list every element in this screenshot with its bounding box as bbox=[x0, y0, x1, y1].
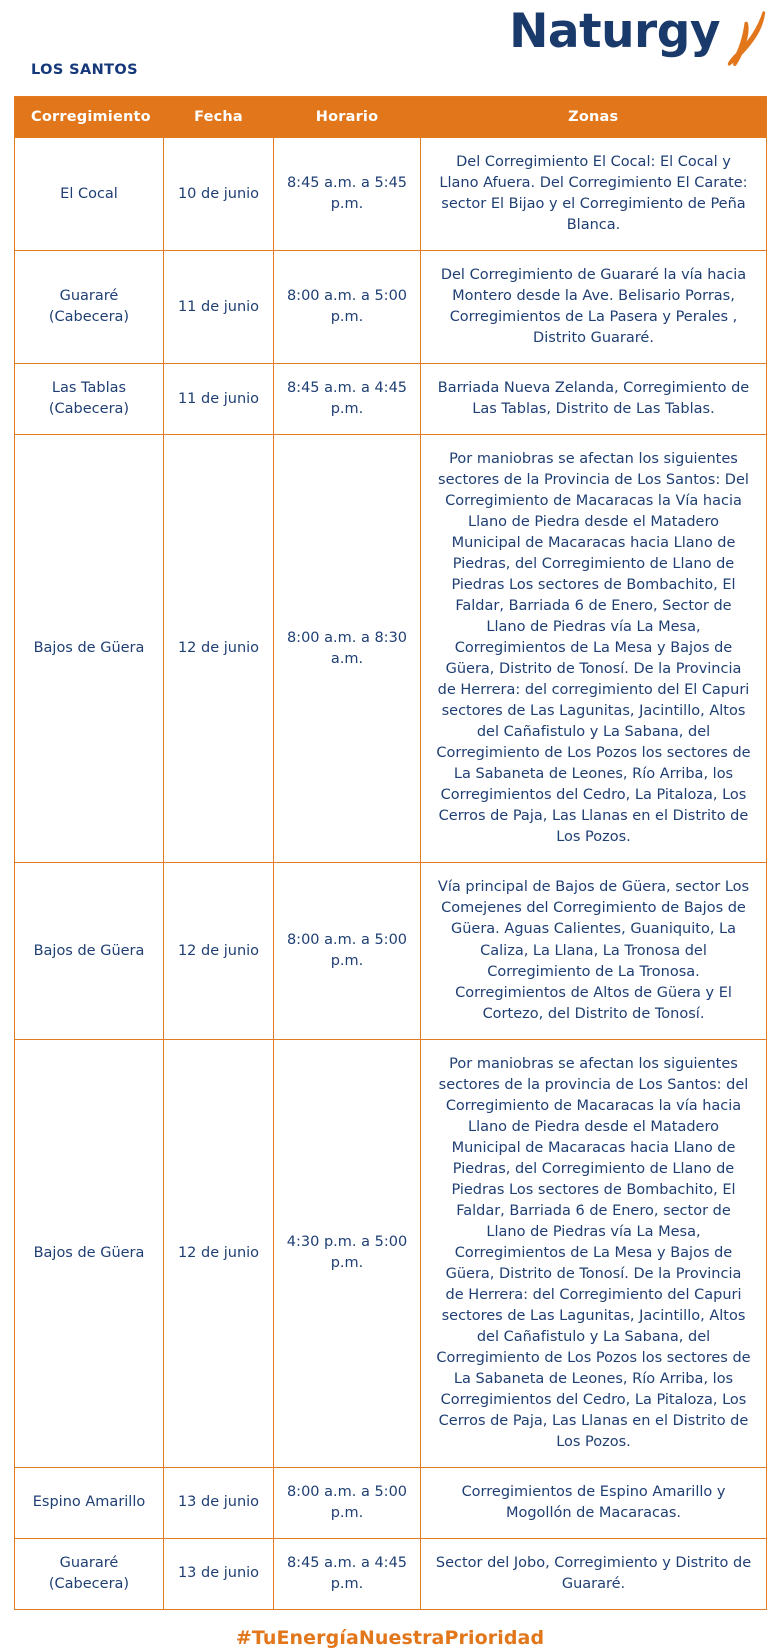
cell-horario: 4:30 p.m. a 5:00 p.m. bbox=[274, 1039, 421, 1467]
cell-corregimiento: Bajos de Güera bbox=[15, 435, 164, 863]
table-row bbox=[15, 1538, 767, 1609]
table-row bbox=[15, 863, 767, 1039]
cell-fecha: 13 de junio bbox=[164, 1467, 274, 1538]
cell-zonas: Del Corregimiento de Guararé la vía hacia Montero desde la Ave. Belisario Porras, Corregimientos de La Pasera y Perales , Distrito Guararé. bbox=[421, 251, 767, 364]
region-title: LOS SANTOS bbox=[31, 62, 139, 78]
cell-horario: 8:45 a.m. a 5:45 p.m. bbox=[274, 138, 421, 251]
cell-zonas: Barriada Nueva Zelanda, Corregimiento de Las Tablas, Distrito de Las Tablas. bbox=[421, 364, 767, 435]
page-header bbox=[14, 0, 766, 96]
naturgy-logo bbox=[509, 4, 766, 68]
cell-corregimiento: Espino Amarillo bbox=[15, 1467, 164, 1538]
page-footer bbox=[14, 1610, 766, 1649]
cell-fecha: 13 de junio bbox=[164, 1538, 274, 1609]
cell-zonas: Corregimientos de Espino Amarillo y Mogollón de Macaracas. bbox=[421, 1467, 767, 1538]
cell-horario: 8:00 a.m. a 5:00 p.m. bbox=[274, 251, 421, 364]
column-header-zonas: Zonas bbox=[421, 97, 767, 138]
table-row bbox=[15, 251, 767, 364]
cell-zonas: Sector del Jobo, Corregimiento y Distrito de Guararé. bbox=[421, 1538, 767, 1609]
outage-schedule-table bbox=[14, 96, 767, 1610]
cell-zonas: Del Corregimiento El Cocal: El Cocal y Llano Afuera. Del Corregimiento El Carate: sector El Bijao y el Corregimiento de Peña Blanca. bbox=[421, 138, 767, 251]
table-header-row bbox=[15, 97, 767, 138]
cell-corregimiento: Bajos de Güera bbox=[15, 1039, 164, 1467]
table-row bbox=[15, 138, 767, 251]
brand-wordmark: Naturgy bbox=[509, 4, 720, 59]
cell-zonas: Vía principal de Bajos de Güera, sector Los Comejenes del Corregimiento de Bajos de Güera. Aguas Calientes, Guaniquito, La Caliza, La Llana, La Tronosa del Corregimiento de La Tronosa. Corregimientos de Altos de Güera y El Cortezo, del Distrito de Tonosí. bbox=[421, 863, 767, 1039]
cell-horario: 8:45 a.m. a 4:45 p.m. bbox=[274, 364, 421, 435]
table-row bbox=[15, 435, 767, 863]
table-row bbox=[15, 364, 767, 435]
cell-horario: 8:00 a.m. a 8:30 a.m. bbox=[274, 435, 421, 863]
cell-corregimiento: Guararé (Cabecera) bbox=[15, 251, 164, 364]
cell-fecha: 12 de junio bbox=[164, 863, 274, 1039]
cell-fecha: 11 de junio bbox=[164, 364, 274, 435]
cell-zonas: Por maniobras se afectan los siguientes sectores de la provincia de Los Santos: del Corregimiento de Macaracas la vía hacia Llano de Piedra desde el Matadero Municipal de Macaracas hacia Llano de Piedras, del Corregimiento de Llano de Piedras Los sectores de Bombachito, El Faldar, Barriada 6 de Enero, sector de Llano de Piedras vía La Mesa, Corregimientos de La Mesa y Bajos de Güera, Distrito de Tonosí. De la Provincia de Herrera: del Corregimiento del Capuri sectores de Las Lagunitas, Jacintillo, Altos del Cañafistulo y La Sabana, del Corregimiento de Los Pozos los sectores de La Sabaneta de Leones, Río Arriba, los Corregimientos del Cedro, La Pitaloza, Los Cerros de Paja, Las Llanas en el Distrito de Los Pozos. bbox=[421, 1039, 767, 1467]
column-header-horario: Horario bbox=[274, 97, 421, 138]
campaign-hashtag: #TuEnergíaNuestraPrioridad bbox=[235, 1626, 545, 1649]
table-row bbox=[15, 1467, 767, 1538]
cell-corregimiento: El Cocal bbox=[15, 138, 164, 251]
cell-corregimiento: Las Tablas (Cabecera) bbox=[15, 364, 164, 435]
cell-horario: 8:00 a.m. a 5:00 p.m. bbox=[274, 1467, 421, 1538]
cell-corregimiento: Bajos de Güera bbox=[15, 863, 164, 1039]
table-row bbox=[15, 1039, 767, 1467]
table-header bbox=[15, 97, 767, 138]
naturgy-flame-icon bbox=[718, 10, 766, 68]
table-body bbox=[15, 138, 767, 1610]
cell-zonas: Por maniobras se afectan los siguientes sectores de la Provincia de Los Santos: Del Corregimiento de Macaracas la Vía hacia Llano de Piedra desde el Matadero Municipal de Macaracas hacia Llano de Piedras, del Corregimiento de Llano de Piedras Los sectores de Bombachito, El Faldar, Barriada 6 de Enero, Sector de Llano de Piedras vía La Mesa, Corregimientos de La Mesa y Bajos de Güera, Distrito de Tonosí. De la Provincia de Herrera: del corregimiento del El Capuri sectores de Las Lagunitas, Jacintillo, Altos del Cañafistulo y La Sabana, del Corregimiento de Los Pozos los sectores de La Sabaneta de Leones, Río Arriba, los Corregimientos del Cedro, La Pitaloza, Los Cerros de Paja, Las Llanas en el Distrito de Los Pozos. bbox=[421, 435, 767, 863]
cell-horario: 8:00 a.m. a 5:00 p.m. bbox=[274, 863, 421, 1039]
cell-horario: 8:45 a.m. a 4:45 p.m. bbox=[274, 1538, 421, 1609]
cell-fecha: 12 de junio bbox=[164, 1039, 274, 1467]
column-header-corregimiento: Corregimiento bbox=[15, 97, 164, 138]
cell-fecha: 11 de junio bbox=[164, 251, 274, 364]
cell-corregimiento: Guararé (Cabecera) bbox=[15, 1538, 164, 1609]
cell-fecha: 12 de junio bbox=[164, 435, 274, 863]
column-header-fecha: Fecha bbox=[164, 97, 274, 138]
cell-fecha: 10 de junio bbox=[164, 138, 274, 251]
